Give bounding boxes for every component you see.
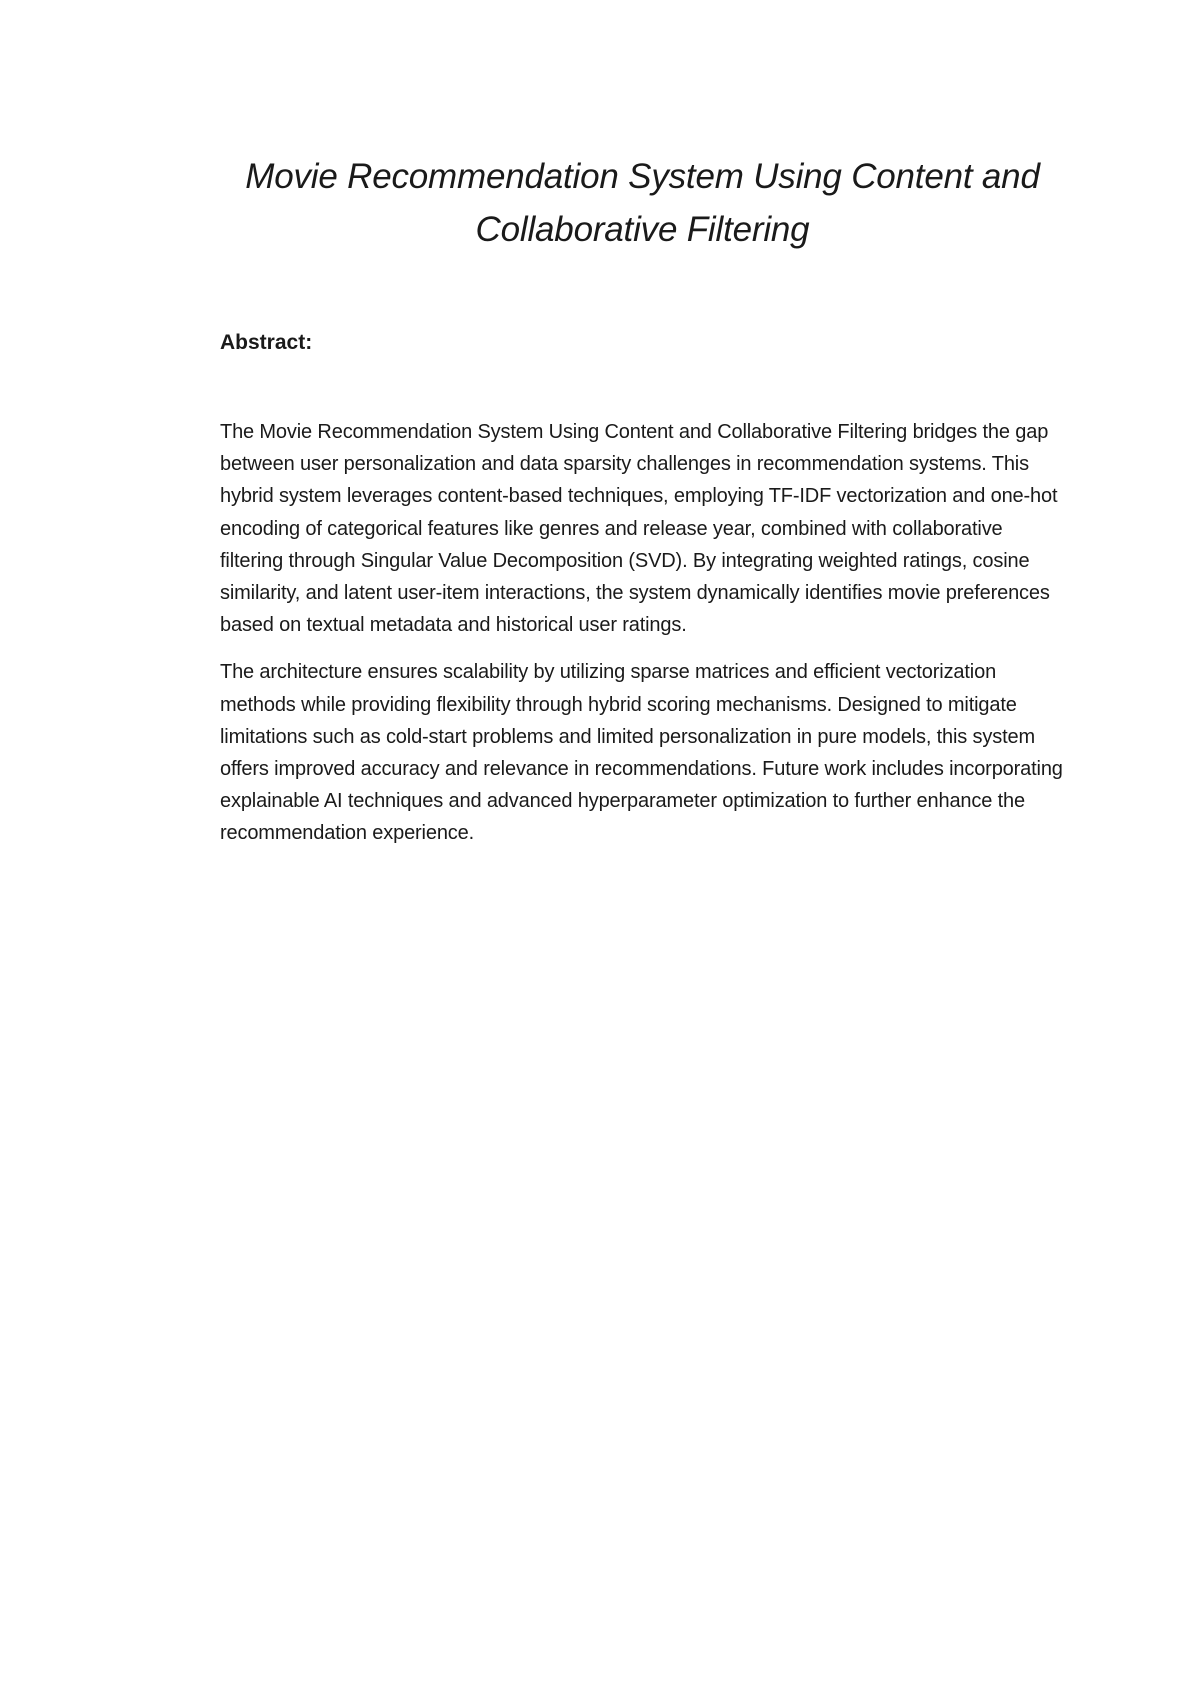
document-body bbox=[220, 150, 1065, 850]
abstract-paragraph-1: The Movie Recommendation System Using Content and Collaborative Filtering bridges the gap between user personalization and data sparsity challenges in recommendation systems. This hybrid system leverages content-based techniques, employing TF-IDF vectorization and one-hot encoding of categorical features like genres and release year, combined with collaborative filtering through Singular Value Decomposition (SVD). By integrating weighted ratings, cosine similarity, and latent user-item interactions, the system dynamically identifies movie preferences based on textual metadata and historical user ratings. bbox=[220, 421, 1058, 637]
abstract-heading: Abstract: bbox=[220, 331, 313, 354]
paper-title: Movie Recommendation System Using Content and Collaborative Filtering bbox=[245, 157, 1040, 249]
abstract-paragraph-2: The architecture ensures scalability by utilizing sparse matrices and efficient vectorization methods while providing flexibility through hybrid scoring mechanisms. Designed to mitigate limitations such as cold-start problems and limited personalization in pure models, this system offers improved accuracy and relevance in recommendations. Future work includes incorporating explainable AI techniques and advanced hyperparameter optimization to further enhance the recommendation experience. bbox=[220, 661, 1063, 845]
